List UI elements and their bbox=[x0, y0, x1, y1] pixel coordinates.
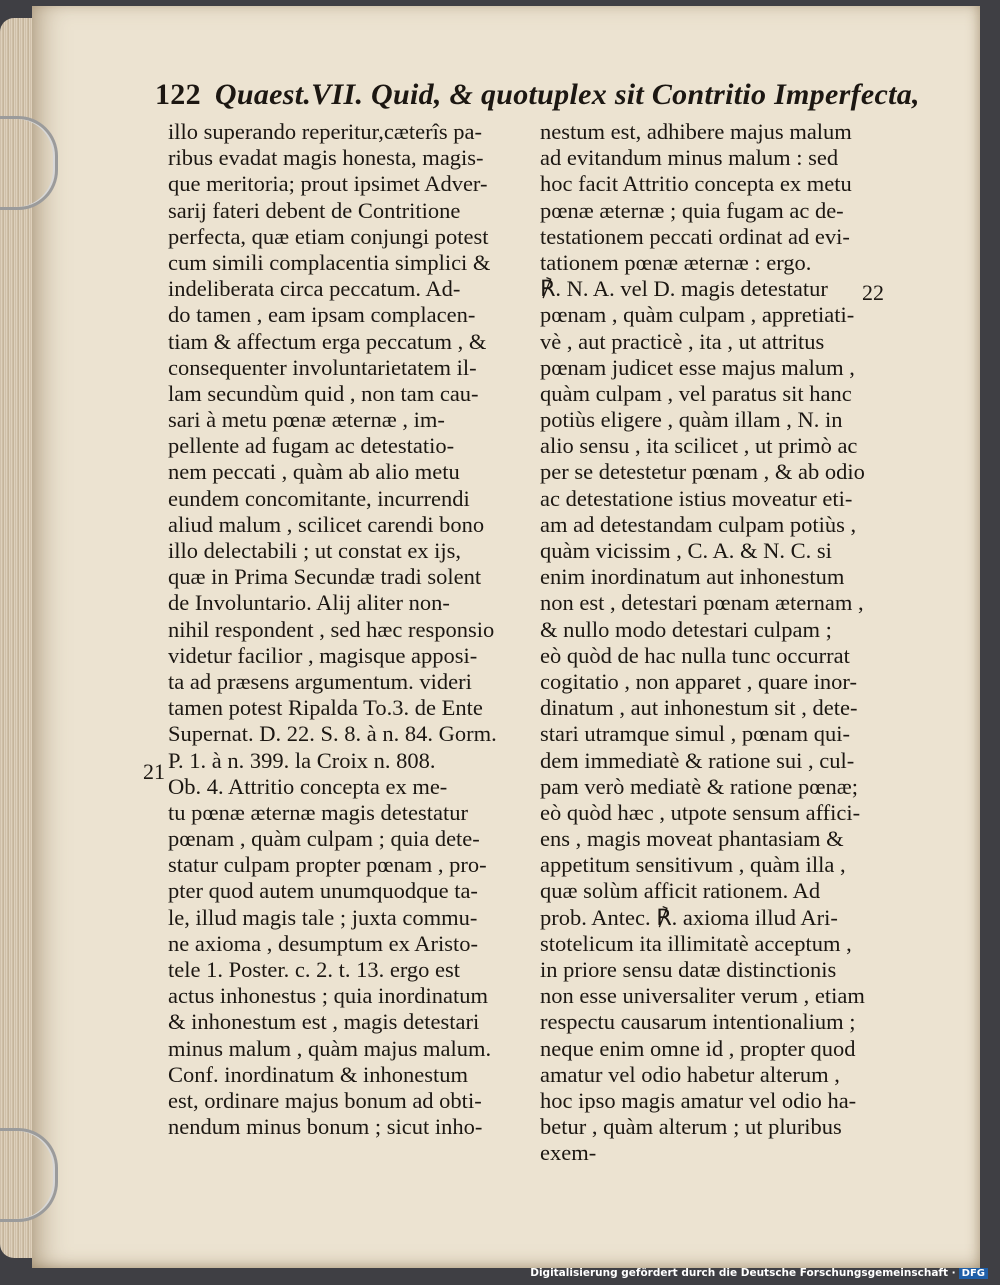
text-line: ne axioma , desumptum ex Aristo- bbox=[168, 930, 478, 956]
text-line: quàm culpam , vel paratus sit hanc bbox=[540, 380, 852, 406]
text-line: indeliberata circa peccatum. Ad- bbox=[168, 276, 461, 302]
margin-number-left: 21 bbox=[143, 759, 165, 784]
text-line: nihil respondent , sed hæc responsio bbox=[168, 616, 495, 642]
text-line: pellente ad fugam ac detestatio- bbox=[168, 433, 455, 459]
text-line: sarij fateri debent de Contritione bbox=[168, 197, 461, 223]
text-line: eò quòd de hac nulla tunc occurrat bbox=[540, 642, 850, 668]
text-line: neque enim omne id , propter quod bbox=[540, 1035, 856, 1061]
text-line: & inhonestum est , magis detestari bbox=[168, 1009, 480, 1035]
text-line: perfecta, quæ etiam conjungi potest bbox=[168, 223, 489, 249]
text-line: ac detestatione istius moveatur eti- bbox=[540, 485, 853, 511]
text-line: pœnam , quàm culpam , appretiati- bbox=[540, 302, 855, 328]
text-line: per se detestetur pœnam , & ab odio bbox=[540, 459, 865, 485]
text-line: ℟. N. A. vel D. magis detestatur bbox=[540, 276, 828, 302]
text-line: potiùs eligere , quàm illam , N. in bbox=[540, 407, 843, 433]
text-line: quæ solùm afficit rationem. Ad bbox=[540, 878, 821, 904]
text-line: hoc facit Attritio concepta ex metu bbox=[540, 171, 852, 197]
text-line: respectu causarum intentionalium ; bbox=[540, 1009, 856, 1035]
text-line: Supernat. D. 22. S. 8. à n. 84. Gorm. bbox=[168, 721, 497, 747]
text-line: sari à metu pœnæ æternæ , im- bbox=[168, 407, 445, 433]
text-line: Ob. 4. Attritio concepta ex me- bbox=[168, 773, 448, 799]
digitization-footer bbox=[530, 1267, 988, 1279]
text-line: am ad detestandam culpam potiùs , bbox=[540, 511, 857, 537]
text-line: nestum est, adhibere majus malum bbox=[540, 119, 852, 144]
text-line: nendum minus bonum ; sicut inho- bbox=[168, 1114, 483, 1140]
text-line: illo delectabili ; ut constat ex ijs, bbox=[168, 538, 462, 563]
text-line: cum simili complacentia simplici & bbox=[168, 249, 491, 275]
text-line: enim inordinatum aut inhonestum bbox=[540, 564, 845, 590]
text-line: non est , detestari pœnam æternam , bbox=[540, 590, 864, 616]
text-line: quàm vicissim , C. A. & N. C. si bbox=[540, 538, 832, 563]
text-line: dem immediatè & ratione sui , cul- bbox=[540, 747, 855, 773]
text-line: consequenter involuntarietatem il- bbox=[168, 354, 477, 380]
text-line: videtur facilior , magisque apposi- bbox=[168, 642, 478, 668]
footer-text: Digitalisierung gefördert durch die Deutsche Forschungsgemeinschaft · bbox=[530, 1267, 956, 1279]
text-line: eundem concomitante, incurrendi bbox=[168, 485, 470, 511]
text-line: ens , magis moveat phantasiam & bbox=[540, 826, 844, 852]
text-line: tamen potest Ripalda To.3. de Ente bbox=[168, 695, 483, 721]
running-head bbox=[155, 78, 920, 112]
text-line: non esse universaliter verum , etiam bbox=[540, 983, 865, 1009]
text-line: lam secundùm quid , non tam cau- bbox=[168, 380, 479, 406]
text-line: pœnæ æternæ ; quia fugam ac de- bbox=[540, 197, 844, 223]
text-line: tele 1. Poster. c. 2. t. 13. ergo est bbox=[168, 957, 461, 982]
text-line: vè , aut practicè , ita , ut attritus bbox=[540, 328, 825, 354]
text-line: statur culpam propter pœnam , pro- bbox=[168, 852, 487, 878]
text-line: que meritoria; prout ipsimet Adver- bbox=[168, 171, 488, 197]
text-line: de Involuntario. Alij aliter non- bbox=[168, 590, 450, 616]
text-line: tu pœnæ æternæ magis detestatur bbox=[168, 799, 468, 825]
text-line: alio sensu , ita scilicet , ut primò ac bbox=[540, 433, 858, 459]
text-line: nem peccati , quàm ab alio metu bbox=[168, 459, 460, 485]
text-line: ta ad præsens argumentum. videri bbox=[168, 668, 472, 694]
running-title: Quaest.VII. Quid, & quotuplex sit Contritio Imperfecta, bbox=[214, 78, 920, 111]
text-line: in priore sensu datæ distinctionis bbox=[540, 957, 837, 982]
text-line: pœnam judicet esse majus malum , bbox=[540, 354, 855, 380]
text-line: Conf. inordinatum & inhonestum bbox=[168, 1061, 468, 1087]
text-line: do tamen , eam ipsam complacen- bbox=[168, 302, 476, 328]
text-line: actus inhonestus ; quia inordinatum bbox=[168, 983, 488, 1009]
text-line: aliud malum , scilicet carendi bono bbox=[168, 511, 485, 537]
text-line: exem- bbox=[540, 1140, 597, 1166]
text-line: amatur vel odio habetur alterum , bbox=[540, 1061, 840, 1087]
text-line: betur , quàm alterum ; ut pluribus bbox=[540, 1114, 842, 1140]
text-line: prob. Antec. ℟. axioma illud Ari- bbox=[540, 904, 838, 930]
text-line: eò quòd hæc , utpote sensum affici- bbox=[540, 799, 861, 825]
text-line: pam verò mediatè & ratione pœnæ; bbox=[540, 773, 859, 799]
text-line: est, ordinare majus bonum ad obti- bbox=[168, 1087, 482, 1113]
text-line: minus malum , quàm majus malum. bbox=[168, 1035, 492, 1061]
page-number: 122 bbox=[155, 78, 201, 111]
text-line: tationem pœnæ æternæ : ergo. bbox=[540, 249, 812, 275]
margin-number-right: 22 bbox=[862, 280, 884, 305]
text-line: tiam & affectum erga peccatum , & bbox=[168, 328, 487, 354]
text-line: & nullo modo detestari culpam ; bbox=[540, 616, 832, 642]
text-line: stotelicum ita illimitatè acceptum , bbox=[540, 930, 852, 956]
text-line: quæ in Prima Secundæ tradi solent bbox=[168, 564, 482, 590]
text-line: ribus evadat magis honesta, magis- bbox=[168, 145, 484, 171]
text-line: P. 1. à n. 399. la Croix n. 808. bbox=[168, 747, 436, 773]
text-line: pœnam , quàm culpam ; quia dete- bbox=[168, 826, 480, 852]
text-line: cogitatio , non apparet , quare inor- bbox=[540, 668, 857, 694]
left-text-column bbox=[168, 119, 497, 1140]
text-line: ad evitandum minus malum : sed bbox=[540, 145, 839, 171]
text-line: hoc ipso magis amatur vel odio ha- bbox=[540, 1087, 857, 1113]
text-line: dinatum , aut inhonestum sit , dete- bbox=[540, 695, 858, 721]
text-line: stari utramque simul , pœnam qui- bbox=[540, 721, 850, 747]
text-line: testationem peccati ordinat ad evi- bbox=[540, 223, 850, 249]
text-line: illo superando reperitur,cæterîs pa- bbox=[168, 119, 482, 144]
text-line: appetitum sensitivum , quàm illa , bbox=[540, 852, 846, 878]
dfg-logo: DFG bbox=[959, 1268, 988, 1279]
right-text-column bbox=[540, 119, 865, 1167]
text-line: le, illud magis tale ; juxta commu- bbox=[168, 904, 478, 930]
text-line: pter quod autem unumquodque ta- bbox=[168, 878, 478, 904]
